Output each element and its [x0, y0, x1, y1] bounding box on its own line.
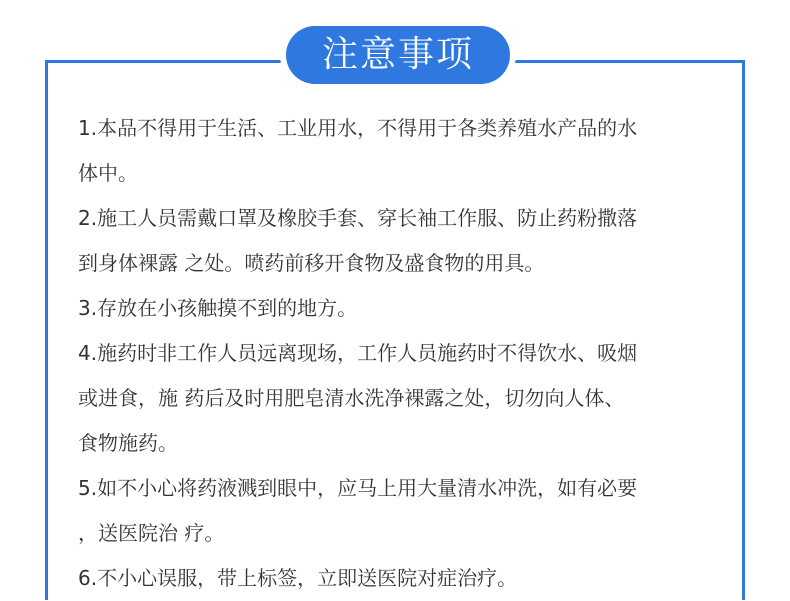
notice-line: 5.如不小心将药液溅到眼中，应马上用大量清水冲洗，如有必要 — [78, 476, 638, 500]
notice-line: 6.不小心误服，带上标签，立即送医院对症治疗。 — [78, 566, 518, 590]
notice-line: 1.本品不得用于生活、工业用水，不得用于各类养殖水产品的水 — [78, 116, 638, 140]
notice-line: 到身体裸露 之处。喷药前移开食物及盛食物的用具。 — [78, 251, 545, 275]
notice-content — [78, 106, 728, 601]
notice-line: ，送医院治 疗。 — [78, 521, 225, 545]
notice-line: 2.施工人员需戴口罩及橡胶手套、穿长袖工作服、防止药粉撒落 — [78, 206, 638, 230]
notice-line: 体中。 — [78, 161, 138, 185]
notice-title: 注意事项 — [286, 26, 510, 84]
notice-line: 食物施药。 — [78, 431, 178, 455]
notice-line: 4.施药时非工作人员远离现场，工作人员施药时不得饮水、吸烟 — [78, 341, 638, 365]
notice-line: 或进食，施 药后及时用肥皂清水洗净裸露之处，切勿向人体、 — [78, 386, 625, 410]
notice-line: 3.存放在小孩触摸不到的地方。 — [78, 296, 358, 320]
